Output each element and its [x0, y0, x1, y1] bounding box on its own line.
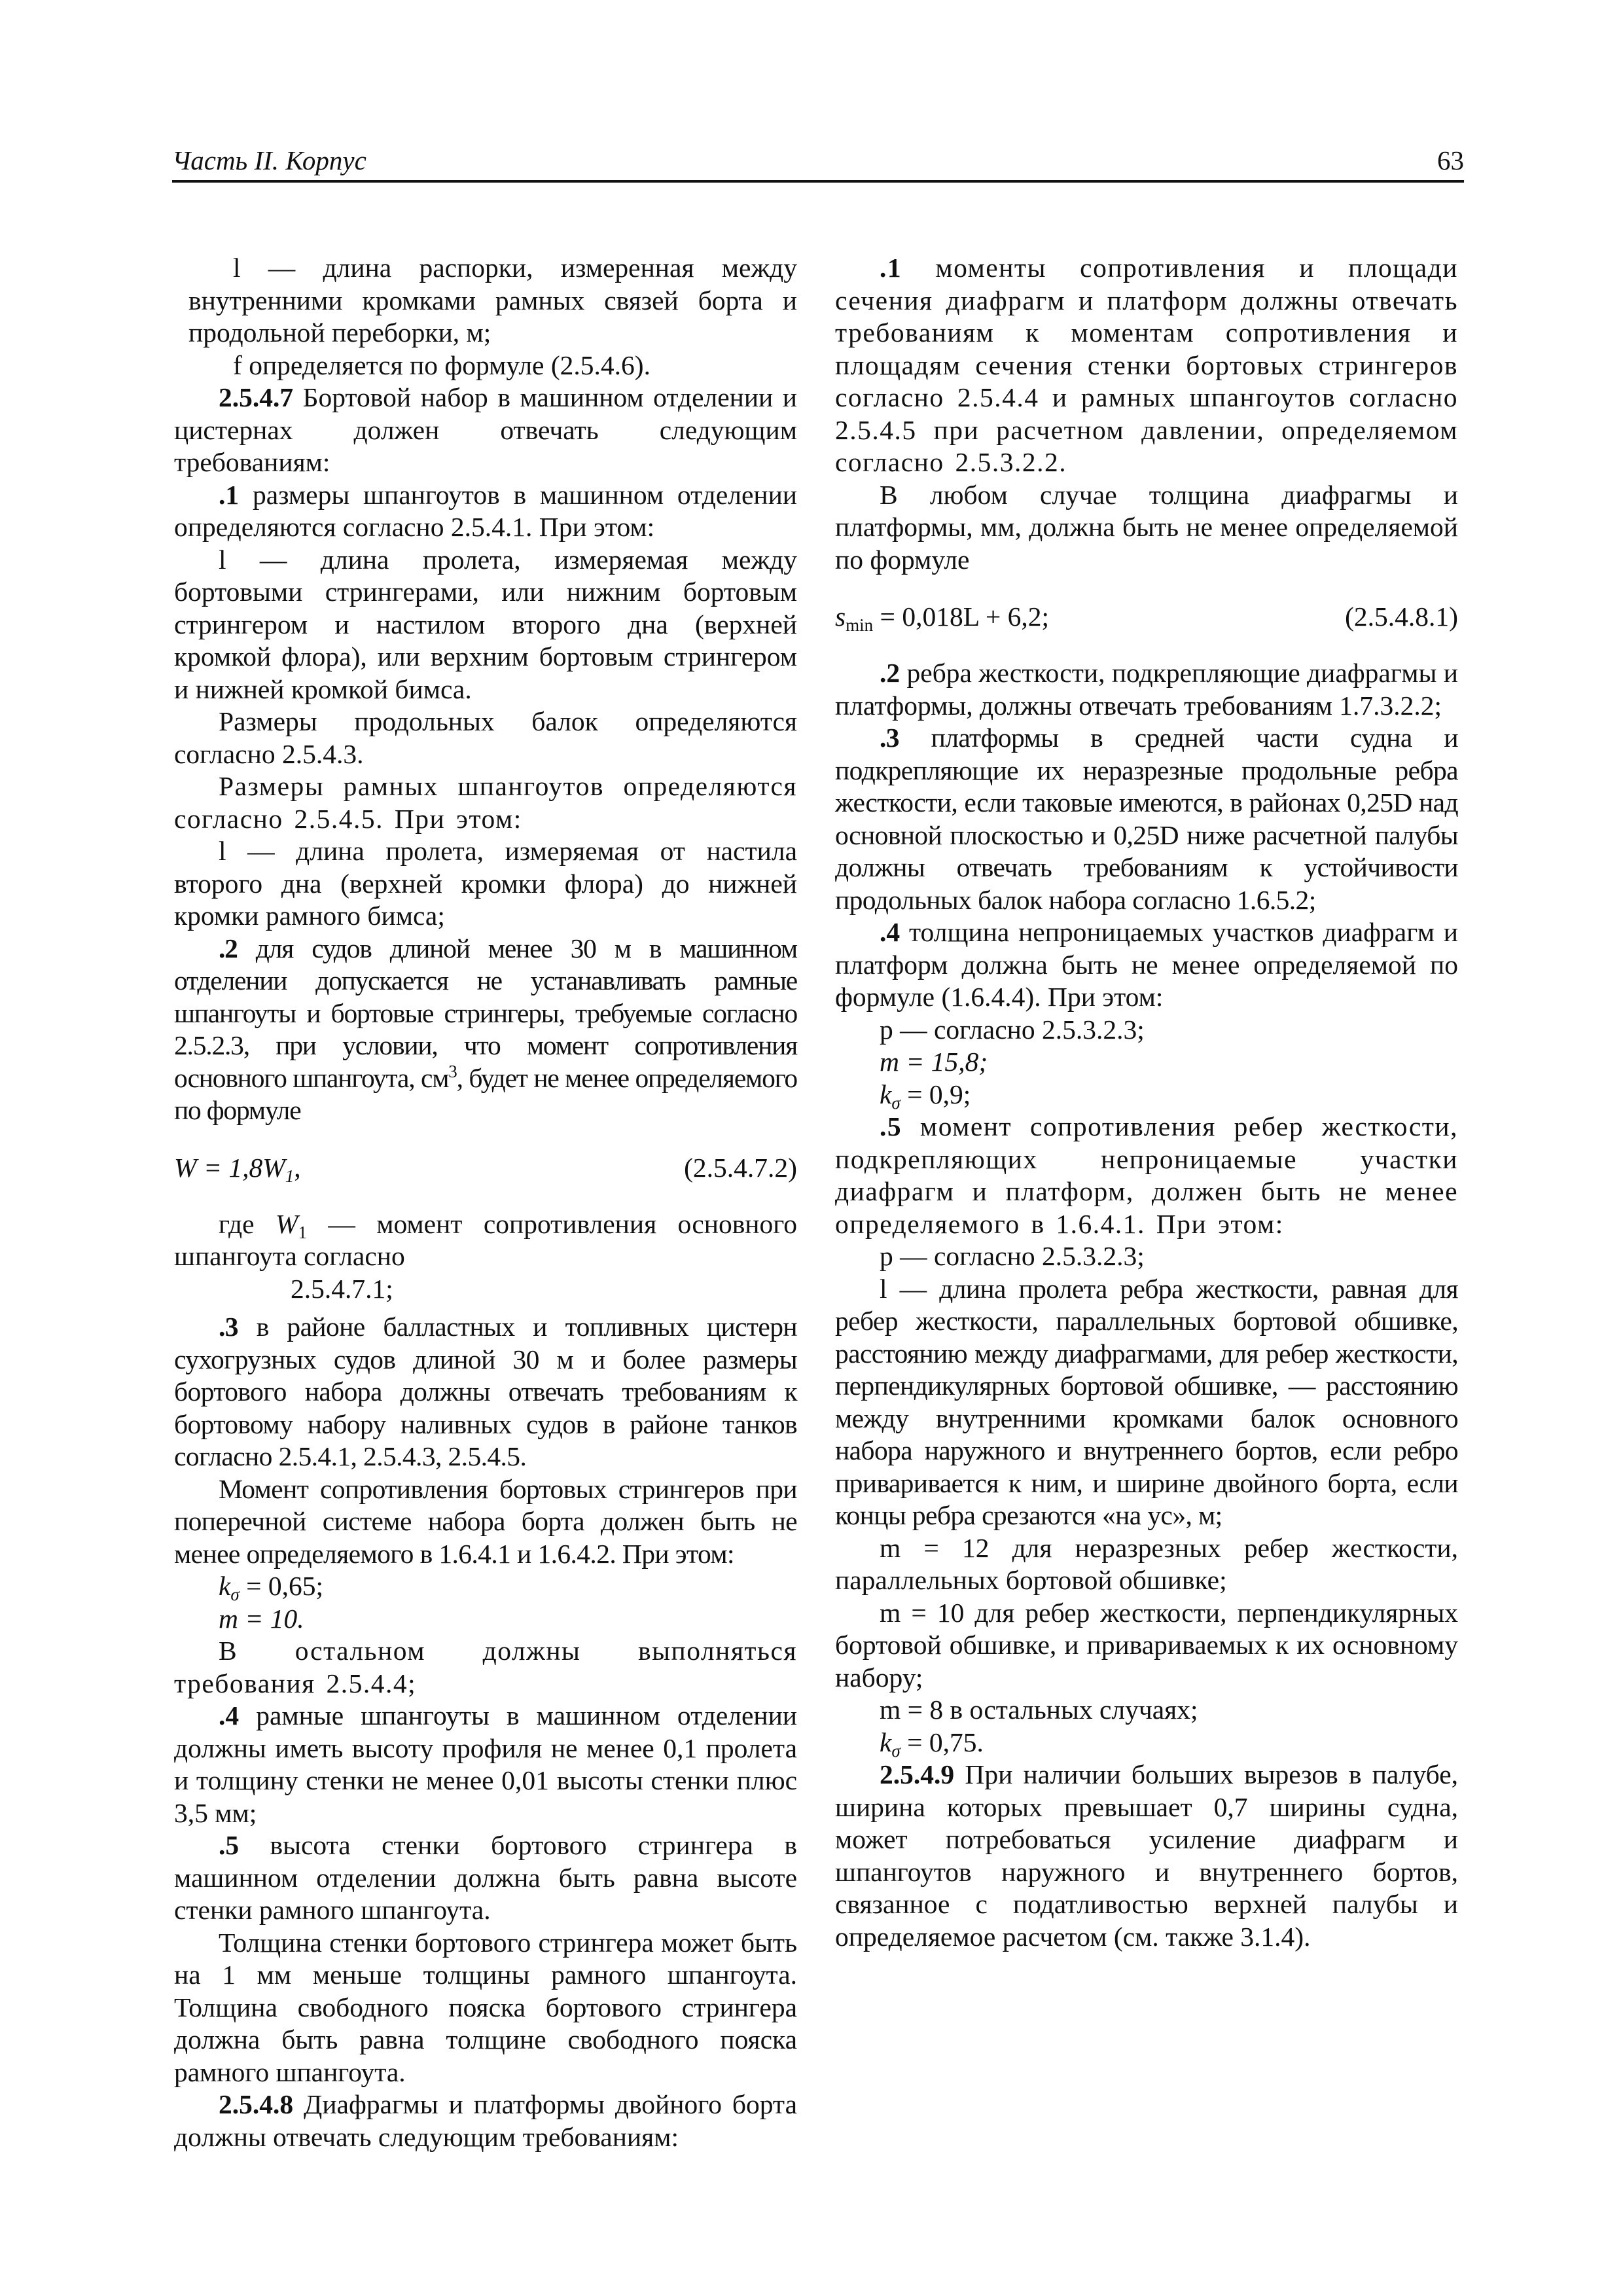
- definition-note-l: l — длина распорки, измеренная между внутренними кромками рамных связей борта и продольной переборки, м;: [188, 253, 797, 348]
- formula-2-5-4-7-2: [174, 1149, 797, 1191]
- item-text: рамные шпангоуты в машинном отделении должны иметь высоту профиля не менее 0,1 пролета и толщину стенки не менее 0,01 высоты стенки плюс 3,5 мм;: [174, 1700, 797, 1828]
- item-number: .2: [880, 658, 901, 688]
- item-number: .2: [219, 933, 238, 963]
- coefficient-m: m = 10.: [219, 1603, 304, 1634]
- definition-note-f: f определяется по формуле (2.5.4.6).: [233, 350, 651, 380]
- page-number: 63: [1437, 145, 1464, 175]
- item-r4-k: $k_\sigma = 0,9$;: [880, 1079, 971, 1113]
- formula-number: (2.5.4.8.1): [1345, 601, 1458, 632]
- clause-2-5-4-9: [835, 1759, 1458, 1953]
- paragraph-web-span: l — длина пролета, измеряемая от настила второго дна (верхней кромки флора) до нижней кромки рамного бимса;: [174, 836, 797, 931]
- paragraph-web-thickness: Толщина стенки бортового стрингера может быть на 1 мм меньше толщины рамного шпангоута. Толщина свободного пояска бортового стрингера должна быть равна толщине свободного пояска рамного шпангоута.: [174, 1927, 797, 2087]
- item-r5-m10: m = 10 для ребер жесткости, перпендикулярных бортовой обшивке, и привариваемых к их основному набору;: [835, 1597, 1458, 1693]
- item-number: .4: [880, 917, 901, 947]
- item-5: [174, 1829, 797, 1927]
- clause-text: Диафрагмы и платформы двойного борта должны отвечать следующим требованиям:: [174, 2089, 797, 2152]
- formula-expression: $s_{min} = 0,018L + 6,2$;: [835, 601, 1050, 635]
- item-3: [174, 1311, 797, 1473]
- item-text: в районе балластных и топливных цистерн сухогрузных судов длиной 30 м и более размеры бортового набора должны отвечать требованиям к бортовому набору наливных судов в районе танков согласно 2.5.4.1, 2.5.4.3, 2.5.4.5.: [174, 1312, 797, 1471]
- item-r4-p: p — согласно 2.5.3.2.3;: [880, 1014, 1145, 1045]
- superscript: 3: [448, 1061, 457, 1081]
- item-r5: [835, 1111, 1458, 1240]
- item-r5-k: $k_\sigma = 0,75$.: [880, 1727, 984, 1761]
- item-number: .5: [219, 1830, 240, 1860]
- item-number: .4: [219, 1700, 240, 1731]
- paragraph-stringer-moment: Момент сопротивления бортовых стрингеров при поперечной системе набора борта должен быть не менее определяемого в 1.6.4.1 и 1.6.4.2. При этом:: [174, 1473, 797, 1569]
- item-number: .3: [219, 1312, 238, 1342]
- clause-2-5-4-8: [174, 2089, 797, 2153]
- item-r5-p: p — согласно 2.5.3.2.3;: [880, 1241, 1145, 1271]
- item-r4-m: m = 15,8;: [880, 1047, 988, 1077]
- item-number: .5: [880, 1111, 902, 1141]
- running-header-title: Часть II. Корпус: [172, 145, 366, 175]
- item-1: [174, 479, 797, 544]
- item-text: моменты сопротивления и площади сечения диафрагм и платформ должны отвечать требованиям к моментам сопротивления и площадям сечения стенки бортовых стрингеров согласно 2.5.4.4 и рамных шпангоутов согласно 2.5.4.5 при расчетном давлении, определяемом согласно 2.5.3.2.2.: [835, 253, 1458, 477]
- formula-where-note: где $W_1$ — момент сопротивления основного шпангоута согласно 2.5.4.7.1;: [174, 1208, 798, 1304]
- item-text: ребра жесткости, подкрепляющие диафрагмы и платформы, должны отвечать требованиям 1.7.3.2.2;: [835, 658, 1459, 721]
- formula-number: (2.5.4.7.2): [684, 1152, 797, 1183]
- formula-2-5-4-8-1: [835, 598, 1458, 640]
- formula-expression: $W = 1,8W_1$,: [174, 1152, 301, 1186]
- item-4: [174, 1700, 797, 1829]
- item-text: для судов длиной менее 30 м в машинном отделении допускается не устанавливать рамные шпангоуты и бортовые стрингеры, требуемые согласно 2.5.2.3, при условии, что момент сопротивления основного шпангоута, см: [174, 933, 797, 1093]
- item-r1: [835, 252, 1458, 479]
- coefficient-k: $k_\sigma = 0,65$;: [219, 1571, 324, 1604]
- left-column: [174, 252, 797, 2153]
- paragraph-longitudinal: Размеры продольных балок определяются согласно 2.5.4.3.: [174, 706, 797, 769]
- item-1-span-definition: l — длина пролета, измеряемая между бортовыми стрингерами, или нижним бортовым стрингером и настилом второго дна (верхней кромкой флора), или верхним бортовым стрингером и нижней кромкой бимса.: [174, 544, 797, 704]
- item-r3: [835, 722, 1458, 916]
- item-r5-m8: m = 8 в остальных случаях;: [880, 1695, 1198, 1725]
- item-text: момент сопротивления ребер жесткости, подкрепляющих непроницаемые участки диафрагм и платформ, должен быть не менее определяемого в 1.6.4.1. При этом:: [835, 1111, 1458, 1239]
- item-text: размеры шпангоутов в машинном отделении определяются согласно 2.5.4.1. При этом:: [174, 479, 797, 542]
- clause-text: Бортовой набор в машинном отделении и цистернах должен отвечать следующим требованиям:: [174, 382, 797, 477]
- item-text: платформы в средней части судна и подкрепляющие их неразрезные продольные ребра жесткости, если таковые имеются, в районах 0,25D над основной плоскостью и 0,25D ниже расчетной палубы должны отвечать требованиям к устойчивости продольных балок набора согласно 1.6.5.2;: [835, 723, 1458, 915]
- item-number: .1: [880, 253, 902, 283]
- paragraph-min-thickness: В любом случае толщина диафрагмы и платформы, мм, должна быть не менее определяемой по формуле: [835, 479, 1458, 575]
- item-number: .1: [219, 479, 240, 510]
- clause-text: При наличии больших вырезов в палубе, ширина которых превышает 0,7 ширины судна, может потребоваться усиление диафрагм и шпангоутов наружного и внутреннего бортов, связанное с податливостью верхней палубы и определяемое расчетом (см. также 3.1.4).: [835, 1759, 1458, 1952]
- paragraph-web-frames: Размеры рамных шпангоутов определяются согласно 2.5.4.5. При этом:: [174, 771, 797, 834]
- item-r4: [835, 916, 1458, 1014]
- right-column: [835, 252, 1458, 1953]
- item-text-tail: , будет не менее определяемого по формуле: [174, 1062, 797, 1125]
- item-2: [174, 933, 797, 1127]
- item-r2: [835, 657, 1458, 722]
- item-text: высота стенки бортового стрингера в машинном отделении должна быть равна высоте стенки рамного шпангоута.: [174, 1830, 797, 1925]
- clause-2-5-4-7: [174, 382, 797, 479]
- paragraph-rest: В остальном должны выполняться требования 2.5.4.4;: [174, 1636, 797, 1698]
- clause-number: 2.5.4.7: [219, 382, 294, 412]
- item-r5-l: l — длина пролета ребра жесткости, равная для ребер жесткости, параллельных бортовой обшивке, расстоянию между диафрагмами, для ребер жесткости, перпендикулярных бортовой обшивке, — расстоянию между внутренними кромками балок основного набора наружного и внутреннего бортов, если ребро приваривается к ним, и ширине двойного борта, если концы ребра срезаются «на ус», м;: [835, 1273, 1458, 1530]
- running-header: [172, 147, 1464, 183]
- item-number: .3: [880, 723, 899, 753]
- clause-number: 2.5.4.9: [880, 1759, 955, 1789]
- item-r5-m12: m = 12 для неразрезных ребер жесткости, параллельных бортовой обшивке;: [835, 1532, 1458, 1595]
- item-text: толщина непроницаемых участков диафрагм и платформ должна быть не менее определяемой по формуле (1.6.4.4). При этом:: [835, 917, 1458, 1012]
- clause-number: 2.5.4.8: [219, 2089, 294, 2119]
